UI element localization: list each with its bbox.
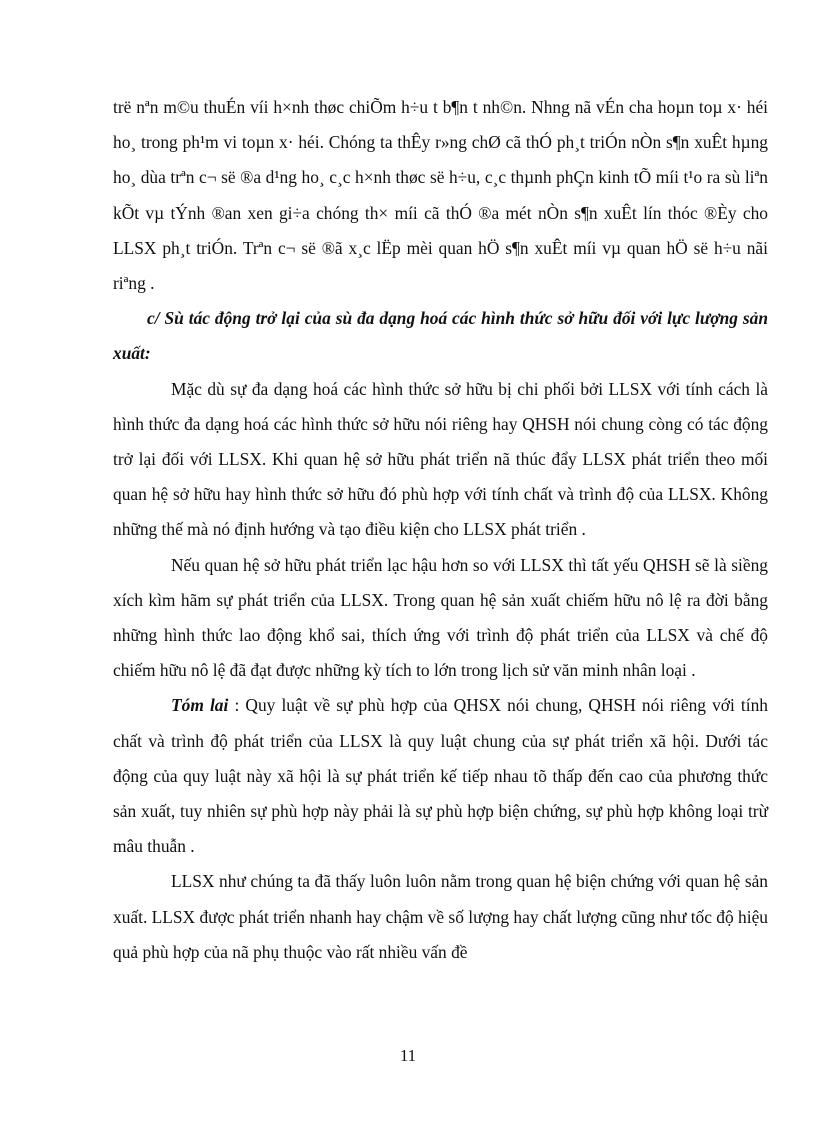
summary-lead: Tóm lai (171, 695, 229, 716)
document-page (113, 90, 768, 970)
paragraph-opening: trë nªn m©u thuÉn víi h×nh thøc chiÕm h÷u t b¶n t nh©n. Nhng nã vÉn cha hoµn toµ x· héi ho¸ trong ph¹m vi toµn x· héi. Chóng ta thÊy r»ng chØ cã thÓ ph¸t triÓn nÒn s¶n xuÊt hµng ho¸ dùa trªn c¬ së ®a d¹ng ho¸ c¸c h×nh thøc së h÷u, c¸c thµnh phÇn kinh tÕ míi t¹o ra sù liªn kÕt vµ tÝnh ®an xen gi÷a chóng th× míi cã thÓ ®a mét nÒn s¶n xuÊt lín thóc ®Èy cho LLSX ph¸t triÓn. Trªn c¬ së ®ã x¸c lËp mèi quan hÖ s¶n xuÊt míi vµ quan hÖ së h÷u nãi riªng . (113, 97, 768, 294)
paragraph-closing: LLSX như chúng ta đã thấy luôn luôn nằm trong quan hệ biện chứng với quan hệ sản xuất. LLSX được phát triển nhanh hay chậm về số lượng hay chất lượng cũng như tốc độ hiệu quả phù hợp của nã phụ thuộc vào rất nhiều vấn đề (113, 871, 768, 962)
section-heading: c/ Sù tác động trở lại của sù đa dạng hoá các hình thức sở hữu đối với lực lượng sản xuất: (113, 308, 768, 364)
paragraph-influence: Mặc dù sự đa dạng hoá các hình thức sở hữu bị chi phối bởi LLSX với tính cách là hình thức đa dạng hoá các hình thức sở hữu nói riêng hay QHSH nói chung còng có tác động trở lại đối với LLSX. Khi quan hệ sở hữu phát triển nã thúc đẩy LLSX phát triển theo mối quan hệ sở hữu hay hình thức sở hữu đó phù hợp với tính chất và trình độ của LLSX. Không những thế mà nó định hướng và tạo điều kiện cho LLSX phát triển . (113, 378, 768, 540)
summary-text: : Quy luật về sự phù hợp của QHSX nói chung, QHSH nói riêng với tính chất và trình độ phát triển của LLSX là quy luật chung của sự phát triển xã hội. Dưới tác động của quy luật này xã hội là sự phát triển kế tiếp nhau tõ thấp đến cao của phương thức sản xuất, tuy nhiên sự phù hợp này phải là sự phù hợp biện chứng, sự phù hợp không loại trừ mâu thuẫn . (113, 695, 768, 857)
paragraph-summary (113, 688, 768, 864)
paragraph-backward-relation: Nếu quan hệ sở hữu phát triển lạc hậu hơn so với LLSX thì tất yếu QHSH sẽ là siềng xích kìm hãm sự phát triển của LLSX. Trong quan hệ sản xuất chiếm hữu nô lệ ra đời bằng những hình thức lao động khổ sai, thích ứng với trình độ phát triển của LLSX và chế độ chiếm hữu nô lệ đã đạt được những kỳ tích to lớn trong lịch sử văn minh nhân loại . (113, 554, 768, 681)
page-number: 11 (399, 1046, 417, 1065)
